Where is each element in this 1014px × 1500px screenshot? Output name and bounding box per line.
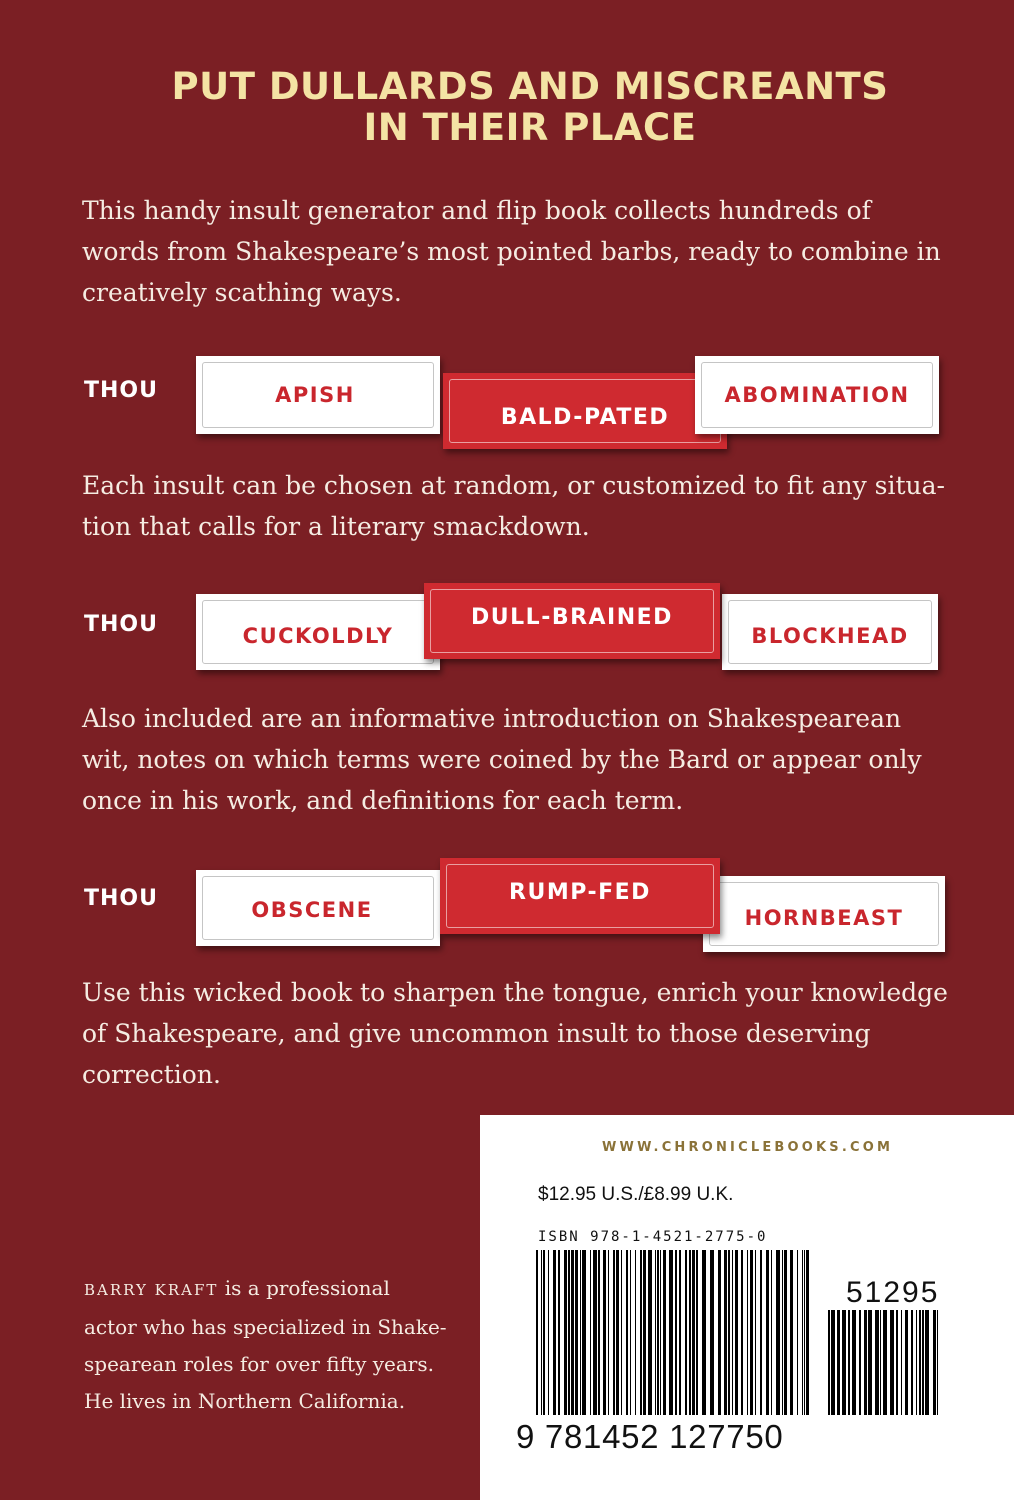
barcode-bar (828, 1310, 830, 1415)
barcode-bar (696, 1250, 698, 1415)
barcode-bar (890, 1310, 894, 1415)
barcode-bar (635, 1250, 636, 1415)
barcode-bar (724, 1250, 727, 1415)
barcode-bar (760, 1250, 762, 1415)
thou-label-1: THOU (84, 378, 158, 403)
insult-word-3-compound-text: RUMP-FED (509, 879, 651, 905)
bio-line (84, 1270, 474, 1309)
barcode-bar (675, 1250, 677, 1415)
barcode-bar (859, 1310, 861, 1415)
barcode-bar (933, 1310, 936, 1415)
bio-line: spearean roles for over fifty years. (84, 1352, 434, 1376)
author-bio (84, 1270, 474, 1420)
barcode-bar (916, 1310, 917, 1415)
barcode-bar (831, 1310, 835, 1415)
barcode-bar (598, 1250, 600, 1415)
barcode-bar (905, 1310, 908, 1415)
barcode-bar (776, 1250, 780, 1415)
barcode-bar (925, 1310, 929, 1415)
closing-line: correction. (82, 1060, 221, 1089)
barcode-bar (648, 1250, 652, 1415)
barcode-bar (848, 1310, 850, 1415)
intro-line: This handy insult generator and flip book collects hundreds of (82, 196, 871, 225)
barcode-bar (536, 1250, 538, 1415)
barcode-digits: 9 781452 127750 (516, 1418, 784, 1455)
random-line: tion that calls for a literary smackdown. (82, 512, 590, 541)
headline-line-2: IN THEIR PLACE (363, 106, 697, 149)
barcode-bar (747, 1250, 748, 1415)
barcode-bar (728, 1250, 730, 1415)
price-label: $12.95 U.S./£8.99 U.K. (538, 1184, 734, 1205)
closing-line: Use this wicked book to sharpen the tongue, enrich your knowledge (82, 978, 948, 1007)
barcode-bar (710, 1250, 714, 1415)
barcode-bar (558, 1250, 560, 1415)
publisher-website: WWW.CHRONICLEBOOKS.COM (602, 1140, 894, 1155)
insult-word-2-compound-text: DULL-BRAINED (471, 604, 673, 630)
barcode-bar (643, 1250, 646, 1415)
random-line: Each insult can be chosen at random, or customized to fit any situa- (82, 471, 945, 500)
barcode-bar (568, 1250, 570, 1415)
thou-label-3: THOU (84, 886, 158, 911)
barcode-bar (553, 1250, 556, 1415)
insult-word-2-compound (424, 583, 720, 659)
barcode-bar (919, 1310, 921, 1415)
insult-word-1-compound-text: BALD-PATED (500, 404, 670, 430)
bio-line: actor who has specialized in Shake- (84, 1315, 447, 1339)
barcode-bar (580, 1250, 581, 1415)
barcode-bar (603, 1250, 606, 1415)
barcode-bar (564, 1250, 567, 1415)
barcode-bar (875, 1310, 879, 1415)
barcode-bar (896, 1310, 898, 1415)
insult-word-3-adjective (196, 870, 440, 946)
barcode-bar (543, 1250, 545, 1415)
barcode-bar (626, 1250, 628, 1415)
contents-line: Also included are an informative introduction on Shakespearean (82, 704, 902, 733)
barcode-bar (548, 1250, 549, 1415)
insult-word-1-noun: ABOMINATION (695, 356, 939, 434)
barcode-bar (741, 1250, 743, 1415)
barcode-bar (901, 1310, 902, 1415)
barcode-bar (771, 1250, 772, 1415)
insult-word-2-adjective (196, 594, 440, 670)
headline (0, 66, 1014, 148)
thou-label-2: THOU (84, 612, 158, 637)
barcode-bar (802, 1250, 803, 1415)
barcode-bar (616, 1250, 619, 1415)
insult-word-3-compound (440, 858, 720, 934)
barcode-bar (735, 1250, 738, 1415)
barcode-bar (571, 1250, 574, 1415)
barcode-bar (755, 1250, 756, 1415)
barcode-bar (575, 1250, 578, 1415)
barcode-bar (806, 1250, 809, 1415)
insult-word-1-adjective: APISH (196, 356, 440, 434)
barcode-bar (782, 1250, 783, 1415)
barcode-bar (864, 1310, 867, 1415)
author-name: BARRY KRAFT (84, 1281, 219, 1299)
barcode-bar (702, 1250, 706, 1415)
barcode-bar (784, 1250, 787, 1415)
addon-digits: 51295 (846, 1276, 940, 1309)
barcode-bar (797, 1250, 798, 1415)
barcode-bar (868, 1310, 872, 1415)
barcode-bar (663, 1250, 666, 1415)
isbn-label: ISBN 978-1-4521-2775-0 (538, 1229, 768, 1245)
barcode-bar (630, 1250, 631, 1415)
contents-line: once in his work, and definitions for each term. (82, 786, 684, 815)
barcode-bar (582, 1250, 586, 1415)
barcode-bar (922, 1310, 924, 1415)
insult-word-1-compound (443, 373, 727, 449)
barcode-bar (911, 1310, 913, 1415)
bio-line: He lives in Northern California. (84, 1389, 406, 1413)
random-paragraph (82, 465, 962, 547)
barcode-bar (655, 1250, 656, 1415)
contents-paragraph (82, 698, 962, 821)
contents-line: wit, notes on which terms were coined by the Bard or appear only (82, 745, 922, 774)
barcode-bar (679, 1250, 681, 1415)
barcode-bar (692, 1250, 695, 1415)
barcode-bar (842, 1310, 846, 1415)
intro-line: creatively scathing ways. (82, 278, 402, 307)
insult-word-2-noun-text: BLOCKHEAD (751, 624, 909, 648)
bio-text: is a professional (218, 1276, 390, 1300)
intro-paragraph (82, 190, 962, 313)
barcode-bar (590, 1250, 591, 1415)
barcode-bar (837, 1310, 840, 1415)
barcode-bar (804, 1250, 805, 1415)
insult-word-3-noun (703, 876, 945, 952)
barcode-bar (685, 1250, 687, 1415)
barcode-bar (880, 1310, 881, 1415)
barcode-bar (613, 1250, 615, 1415)
barcode-bar (640, 1250, 642, 1415)
barcode-bar (718, 1250, 721, 1415)
intro-line: words from Shakespeare’s most pointed barbs, ready to combine in (82, 237, 941, 266)
barcode-bar (852, 1310, 856, 1415)
barcode-bar (689, 1250, 691, 1415)
closing-line: of Shakespeare, and give uncommon insult to those deserving (82, 1019, 871, 1048)
barcode-bar (766, 1250, 769, 1415)
barcode-bar (750, 1250, 753, 1415)
barcode-bar (790, 1250, 793, 1415)
insult-word-2-adjective-text: CUCKOLDLY (242, 624, 394, 648)
closing-paragraph (82, 972, 962, 1095)
barcode-bar (621, 1250, 622, 1415)
barcode-bar (608, 1250, 609, 1415)
barcode-bar (541, 1250, 542, 1415)
insult-word-3-adjective-text: OBSCENE (251, 898, 373, 922)
insult-word-3-noun-text: HORNBEAST (744, 906, 904, 930)
insult-word-2-noun (722, 594, 938, 670)
barcode-bar (669, 1250, 673, 1415)
barcode-bar (732, 1250, 733, 1415)
barcode-bar (593, 1250, 597, 1415)
barcode-bar (657, 1250, 659, 1415)
headline-line-1: PUT DULLARDS AND MISCREANTS (171, 65, 889, 108)
barcode-bar (937, 1310, 938, 1415)
barcode-bar (883, 1310, 887, 1415)
barcode-bar (660, 1250, 661, 1415)
